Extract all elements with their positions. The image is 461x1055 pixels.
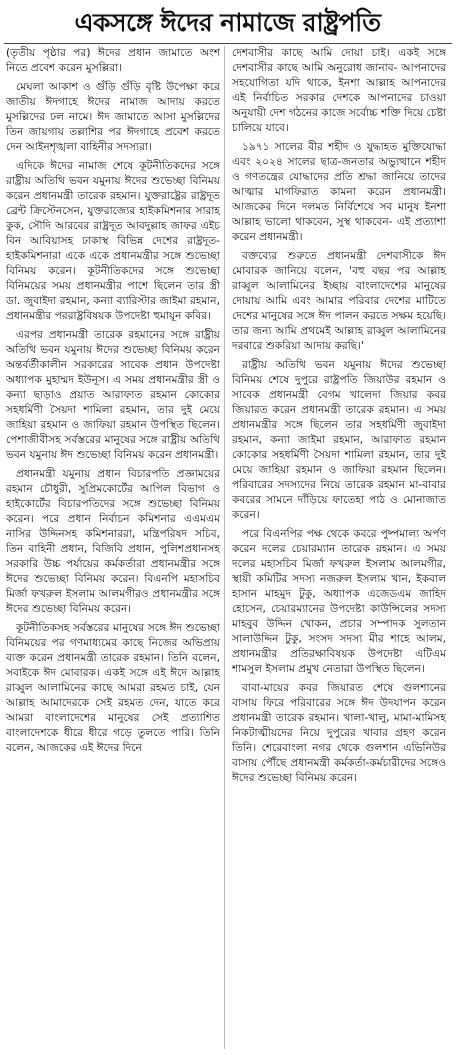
paragraph: বক্তব্যের শুরুতে প্রধানমন্ত্রী দেশবাসীকে ঈদ মোবারক জানিয়ে বলেন, 'বহু বছর পর আল্লাহ রাব্বুল আলামিনের ইচ্ছায় বাংলাদেশের মানুষের দোয়ায় আমি এবং আমার পরিবার দেশের মাটিতে দেশের মানুষের সঙ্গে ঈদ পালন করতে সক্ষম হয়েছি। তার জন্য আমি প্রথমেই আল্লাহ রাব্বুল আলামিনের দরবারে শুকরিয়া আদায় করছি।' [232,250,446,352]
headline: একসঙ্গে ঈদের নামাজে রাষ্ট্রপতি [74,8,381,37]
paragraph: রাষ্ট্রীয় অতিথি ভবন যমুনায় ঈদের শুভেচ্ছা বিনিময় শেষে দুপুরে রাষ্ট্রপতি জিয়াউর রহমান ও সাবেক প্রধানমন্ত্রী বেগম খালেদা জিয়ার কবর জিয়ারত করেন প্রধানমন্ত্রী তারেক রহমান। এ সময় প্রধানমন্ত্রীর সঙ্গে ছিলেন তার সহধর্মিণী জুবাইদা রহমান, কন্যা জাইমা রহমান, আরাফাত রহমান কোকোর সহধর্মিণী সৈয়দা শামিলা রহমান, তার দুই মেয়ে জাহিয়া রহমান ও জাফিয়া রহমান ছিলেন। পরিবারের সদস্যদের নিয়ে তারেক রহমান মা-বাবার কবরের সামনে দাঁড়িয়ে ফাতেহা পাঠ ও মোনাজাত করেন। [232,359,446,521]
paragraph: কূটনীতিকসহ সর্বস্তরের মানুষের সঙ্গে ঈদ শুভেচ্ছা বিনিময়ের পর গণমাধ্যমের কাছে নিজের অভিপ্রায় ব্যক্ত করেন প্রধানমন্ত্রী তারেক রহমান। তিনি বলেন, সবাইকে ঈদ মোবারক। একই সঙ্গে এই ঈদে আল্লাহ রাব্বুল আলামিনের কাছে আমরা রহমত চাই, যেন আল্লাহ আমাদেরকে সেই রহমত দেন, যাতে করে আমরা বাংলাদেশের মানুষের সেই প্রত্যাশিত বাংলাদেশকে ধীরে ধীরে গড়ে তুলতে পারি। তিনি বলেন, আজকের এই ঈদের দিনে [6,622,220,754]
paragraph: ১৯৭১ সালের বীর শহীদ ও যুদ্ধাহত মুক্তিযোদ্ধা এবং ২০২৪ সালের ছাত্র-জনতার অভ্যুত্থানে শহীদ ও গণতন্ত্রের যোদ্ধাদের প্রতি শ্রদ্ধা জানিয়ে তাদের আত্মার মাগফিরাত কামনা করেন প্রধানমন্ত্রী। আজকের দিনে দলমত নির্বিশেষে সব মানুষ ইনশা আল্লাহ ভালো থাকবেন, সুস্থ থাকবেন- এই প্রত্যাশা করেন প্রধানমন্ত্রী। [232,141,446,243]
paragraph: মেঘলা আকাশ ও গুঁড়ি গুঁড়ি বৃষ্টি উপেক্ষা করে জাতীয় ঈদগাহে ঈদের নামাজ আদায় করতে মুসল্লিদের ঢল নামে। ঈদ জামাতে আসা মুসল্লিদের তিন জায়গায় তল্লাশির পর ঈদগাহে প্রবেশ করতে দেন আইনশৃঙ্খলা বাহিনীর সদস্যরা। [6,81,220,153]
paragraph: (তৃতীয় পৃষ্ঠার পর) ঈদের প্রধান জামাতে অংশ নিতে প্রবেশ করেন মুসল্লিরা। [6,47,220,74]
headline-rule [4,43,452,44]
paragraph: পরে বিএনপির পক্ষ থেকে কবরে পুষ্পমাল্য অর্পণ করেন দলের চেয়ারম্যান তারেক রহমান। এ সময় দলের মহাসচিব মির্জা ফখরুল ইসলাম আলমগীর, স্থায়ী কমিটির সদস্য নজরুল ইসলাম খান, ইকবাল হাসান মাহমুদ টুকু, অধ্যাপক এজেডএম জাহিদ হোসেন, চেয়ারম্যানের উপদেষ্টা কাউন্সিলের সদস্য মাহবুব উদ্দিন খোকন, প্রচার সম্পাদক সুলতান সালাউদ্দিন টুকু, সংসদ সদস্য মীর শাহে আলম, প্রধানমন্ত্রীর প্রতিরক্ষাবিষয়ক উপদেষ্টা এটিএম শামসুল ইসলাম প্রমুখ নেতারা উপস্থিত ছিলেন। [232,528,446,675]
paragraph: বাবা-মায়ের কবর জিয়ারত শেষে গুলশানের বাসায় ফিরে পরিবারের সঙ্গে ঈদ উদযাপন করেন প্রধানমন্ত্রী তারেক রহমান। খালা-খালু, মামা-মামিসহ নিকটাত্মীয়দের নিয়ে দুপুরের খাবার গ্রহণ করেন তিনি। শেরেবাংলা নগর থেকে গুলশান এভিনিউর বাসায় পৌঁছে প্রধানমন্ত্রী কর্মকর্তা-কর্মচারীদের সঙ্গেও ঈদের শুভেচ্ছা বিনিময় করেন। [232,682,446,784]
paragraph: দেশবাসীর কাছে আমি দোয়া চাই। একই সঙ্গে দেশবাসীর কাছে আমি অনুরোধ জানাব- আপনাদের সহযোগিতা যদি থাকে, ইনশা আল্লাহ আপনাদের এই নির্বাচিত সরকার দেশকে আপনাদের চাওয়া অনুযায়ী দেশ গঠনের কাজে সর্বোচ্চ শক্তি দিয়ে চেষ্টা চালিয়ে যাবে। [232,47,446,134]
column-divider [224,46,225,1049]
paragraph: প্রধানমন্ত্রী যমুনায় প্রধান বিচারপতি প্রজ্ঞাময়ের রহমান চৌধুরী, সুপ্রিমকোর্টের আপিল বিভাগ ও হাইকোর্টের বিচারপতিদের সঙ্গে শুভেচ্ছা বিনিময় করেন। পরে প্রধান নির্বাচন কমিশনার এএমএম নাসির উদ্দিনসহ কমিশনাররা, মন্ত্রিপরিষদ সচিব, তিন বাহিনী প্রধান, বিজিবি প্রধান, পুলিশপ্রধানসহ সরকারি উচ্চ পর্যায়ের কর্মকর্তারা প্রধানমন্ত্রীর সঙ্গে ঈদের শুভেচ্ছা বিনিময় করেন। বিএনপি মহাসচিব মির্জা ফখরুল ইসলাম আলমগীরও প্রধানমন্ত্রীর সঙ্গে ঈদের শুভেচ্ছা বিনিময় করেন। [6,468,220,615]
paragraph: এরপর প্রধানমন্ত্রী তারেক রহমানের সঙ্গে রাষ্ট্রীয় অতিথি ভবন যমুনায় ঈদের শুভেচ্ছা বিনিময় করেন অন্তর্বর্তীকালীন সরকারের সাবেক প্রধান উপদেষ্টা অধ্যাপক মুহাম্মদ ইউনূস। এ সময় প্রধানমন্ত্রীর স্ত্রী ও কন্যা ছাড়াও প্রয়াত আরাফাত রহমান কোকোর সহধর্মিণী সৈয়দা শামিলা রহমান, তার দুই মেয়ে জাহিয়া রহমান ও জাফিয়া রহমান উপস্থিত ছিলেন। পেশাজীবীসহ সর্বস্তরের মানুষের সঙ্গে রাষ্ট্রীয় অতিথি ভবন যমুনায় ঈদ শুভেচ্ছা বিনিময় করেন প্রধানমন্ত্রী। [6,329,220,461]
article-column-right [232,46,446,1049]
article-column-left [6,46,220,1049]
paragraph: এদিকে ঈদের নামাজ শেষে কূটনীতিকদের সঙ্গে রাষ্ট্রীয় অতিথি ভবন যমুনায় ঈদের শুভেচ্ছা বিনিময় করেন প্রধানমন্ত্রী তারেক রহমান। যুক্তরাষ্ট্রের রাষ্ট্রদূত ব্রেন্ট ক্রিস্টেনসেন, যুক্তরাজ্যের হাইকমিশনার সারাহ কুক, সৌদি আরবের রাষ্ট্রদূত আবদুল্লাহ জাফর এইচ বিন আবিয়াসহ ঢাকাস্থ বিভিন্ন দেশের রাষ্ট্রদূত-হাইকমিশনারা একে একে প্রধানমন্ত্রীর সঙ্গে শুভেচ্ছা বিনিময় করেন। কূটনীতিকদের সঙ্গে শুভেচ্ছা বিনিময়ের সময় প্রধানমন্ত্রীর পাশে ছিলেন তার স্ত্রী ডা. জুবাইদা রহমান, কন্যা ব্যারিস্টার জাইমা রহমান, প্রধানমন্ত্রীর পররাষ্ট্রবিষয়ক উপদেষ্টা হুমায়ূন কবির। [6,160,220,322]
